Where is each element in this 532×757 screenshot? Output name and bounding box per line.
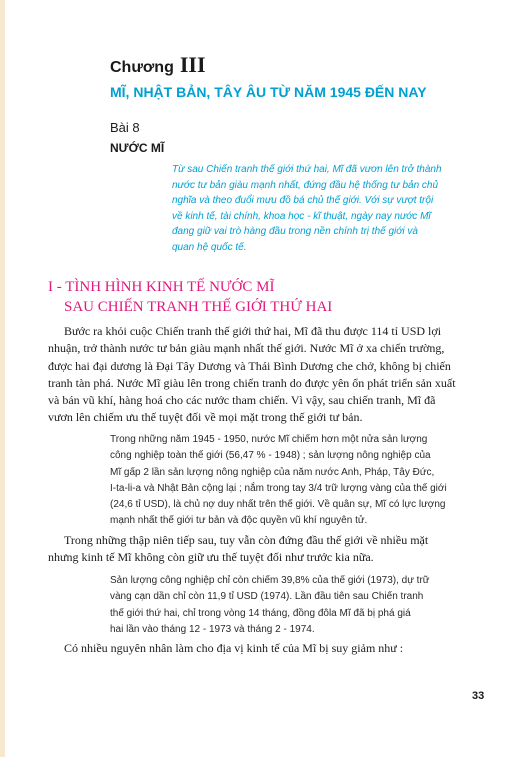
- chapter-heading: [110, 52, 206, 78]
- detail-line: Trong những năm 1945 - 1950, nước Mĩ chiếm hơn một nửa sản lượng: [110, 434, 428, 445]
- chapter-title: MĨ, NHẬT BẢN, TÂY ÂU TỪ NĂM 1945 ĐẾN NAY: [110, 84, 427, 100]
- lesson-title: NƯỚC MĨ: [110, 141, 165, 155]
- paragraph-line: được hai đại dương là Đại Tây Dương và Thái Bình Dương che chở, không bị chiến: [48, 358, 451, 373]
- paragraph-line: nhuận, trở thành nước tư bản giàu mạnh nhất thế giới. Nước Mĩ ở xa chiến trường,: [48, 341, 445, 356]
- chapter-number: III: [179, 52, 206, 77]
- chapter-label: Chương: [110, 59, 174, 76]
- detail-box: [110, 573, 430, 638]
- paragraph-line: và bán vũ khí, hàng hoá cho các nước tham chiến. Vì vậy, sau chiến tranh, Mĩ đã: [48, 393, 436, 408]
- intro-line: Từ sau Chiến tranh thế giới thứ hai, Mĩ đã vươn lên trở thành: [172, 164, 442, 175]
- intro-line: đang giữ vai trò hàng đầu trong nền chính trị thế giới và: [172, 226, 418, 237]
- detail-line: thế giới thứ hai, chỉ trong vòng 14 tháng, đồng đôla Mĩ đã bị phá giá: [110, 607, 411, 619]
- section-heading-line: SAU CHIẾN TRANH THẾ GIỚI THỨ HAI: [64, 299, 333, 315]
- lesson-label: Bài 8: [110, 120, 140, 135]
- paragraph-line: Có nhiều nguyên nhân làm cho địa vị kinh tế của Mĩ bị suy giảm như :: [64, 641, 404, 655]
- section-heading: [48, 277, 332, 317]
- page-edge: [0, 0, 5, 757]
- body-paragraph: [64, 640, 403, 657]
- lesson-intro: [172, 162, 497, 255]
- intro-line: về kinh tế, tài chính, khoa học - kĩ thuật, ngày nay nước Mĩ: [172, 210, 431, 222]
- intro-line: nước tư bản giàu mạnh nhất, đứng đầu hệ thống tư bản chủ: [172, 179, 439, 191]
- detail-line: hai lần vào tháng 12 - 1973 và tháng 2 - 1974.: [110, 623, 315, 635]
- paragraph-line: nhưng kinh tế Mĩ không còn giữ ưu thế tuyệt đối như trước kia nữa.: [48, 550, 374, 565]
- detail-line: công nghiệp toàn thế giới (56,47 % - 1948) ; sản lượng nông nghiệp của: [110, 450, 431, 462]
- paragraph-line: vươn lên chiếm ưu thế tuyệt đối về mọi mặt trong thế giới tư bản.: [48, 410, 363, 425]
- detail-line: I-ta-li-a và Nhật Bản cộng lại ; nắm trong tay 3/4 trữ lượng vàng của thế giới: [110, 482, 447, 494]
- section-heading-line: I - TÌNH HÌNH KINH TẾ NƯỚC MĨ: [48, 279, 275, 295]
- paragraph-line: Trong những thập niên tiếp sau, tuy vẫn còn đứng đầu thế giới về nhiều mặt: [64, 533, 429, 547]
- detail-box: [110, 432, 447, 530]
- intro-line: quan hệ quốc tế.: [172, 241, 247, 253]
- detail-line: mạnh nhất thế giới tư bản và độc quyền vũ khí nguyên tử.: [110, 515, 368, 527]
- body-paragraph: [48, 532, 428, 567]
- detail-line: Mĩ gấp 2 lần sản lượng nông nghiệp của năm nước Anh, Pháp, Tây Đức,: [110, 466, 435, 478]
- detail-line: vàng cạn dần chỉ còn 11,9 tỉ USD (1974). Lần đầu tiên sau Chiến tranh: [110, 591, 424, 603]
- intro-line: nghĩa và theo đuổi mưu đồ bá chủ thế giới. Với sự vượt trội: [172, 195, 434, 206]
- detail-line: Sản lượng công nghiệp chỉ còn chiếm 39,8% của thế giới (1973), dự trữ: [110, 575, 430, 586]
- detail-line: (24,6 tỉ USD), là chủ nợ duy nhất trên thế giới. Về quân sự, Mĩ có lực lượng: [110, 499, 446, 511]
- paragraph-line: tranh tàn phá. Nước Mĩ giàu lên trong chiến tranh do được yên ổn phát triển sản xuất: [48, 375, 456, 390]
- paragraph-line: Bước ra khỏi cuộc Chiến tranh thế giới thứ hai, Mĩ đã thu được 114 tỉ USD lợi: [64, 324, 442, 338]
- page-number: 33: [472, 690, 485, 702]
- body-paragraph: [48, 323, 456, 427]
